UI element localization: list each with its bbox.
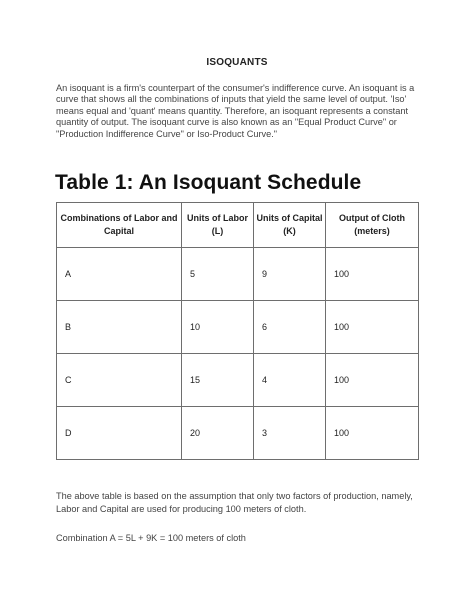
header-output: Output of Cloth (meters) (326, 203, 419, 248)
cell-output: 100 (326, 354, 419, 407)
cell-combination: C (57, 354, 182, 407)
combination-formula: Combination A = 5L + 9K = 100 meters of cloth (56, 533, 246, 543)
cell-capital: 3 (254, 407, 326, 460)
document-title: ISOQUANTS (206, 57, 268, 68)
cell-labor: 5 (182, 248, 254, 301)
cell-labor: 15 (182, 354, 254, 407)
cell-combination: D (57, 407, 182, 460)
header-labor: Units of Labor (L) (182, 203, 254, 248)
cell-capital: 9 (254, 248, 326, 301)
table-row (57, 301, 419, 354)
table-header-row (57, 203, 419, 248)
table-note-paragraph: The above table is based on the assumption that only two factors of production, namely, Labor and Capital are used for producing 100 meters of cloth. (56, 491, 413, 514)
cell-labor: 20 (182, 407, 254, 460)
table-row (57, 354, 419, 407)
cell-capital: 6 (254, 301, 326, 354)
cell-output: 100 (326, 301, 419, 354)
intro-paragraph: An isoquant is a firm's counterpart of the consumer's indifference curve. An isoquant is a curve that shows all the combinations of inputs that yield the same level of output. 'Iso' means equal and 'quant' means quantity. Therefore, an isoquant represents a constant quantity of output. The isoquant curve is also known as an "Equal Product Curve" or "Production Indifference Curve" or Iso-Product Curve." (56, 83, 415, 139)
table-row (57, 248, 419, 301)
cell-capital: 4 (254, 354, 326, 407)
cell-output: 100 (326, 407, 419, 460)
isoquant-schedule-table (56, 202, 419, 460)
table-heading: Table 1: An Isoquant Schedule (55, 171, 362, 194)
cell-combination: B (57, 301, 182, 354)
cell-labor: 10 (182, 301, 254, 354)
header-capital: Units of Capital (K) (254, 203, 326, 248)
header-combinations: Combinations of Labor and Capital (57, 203, 182, 248)
cell-output: 100 (326, 248, 419, 301)
table-row (57, 407, 419, 460)
cell-combination: A (57, 248, 182, 301)
